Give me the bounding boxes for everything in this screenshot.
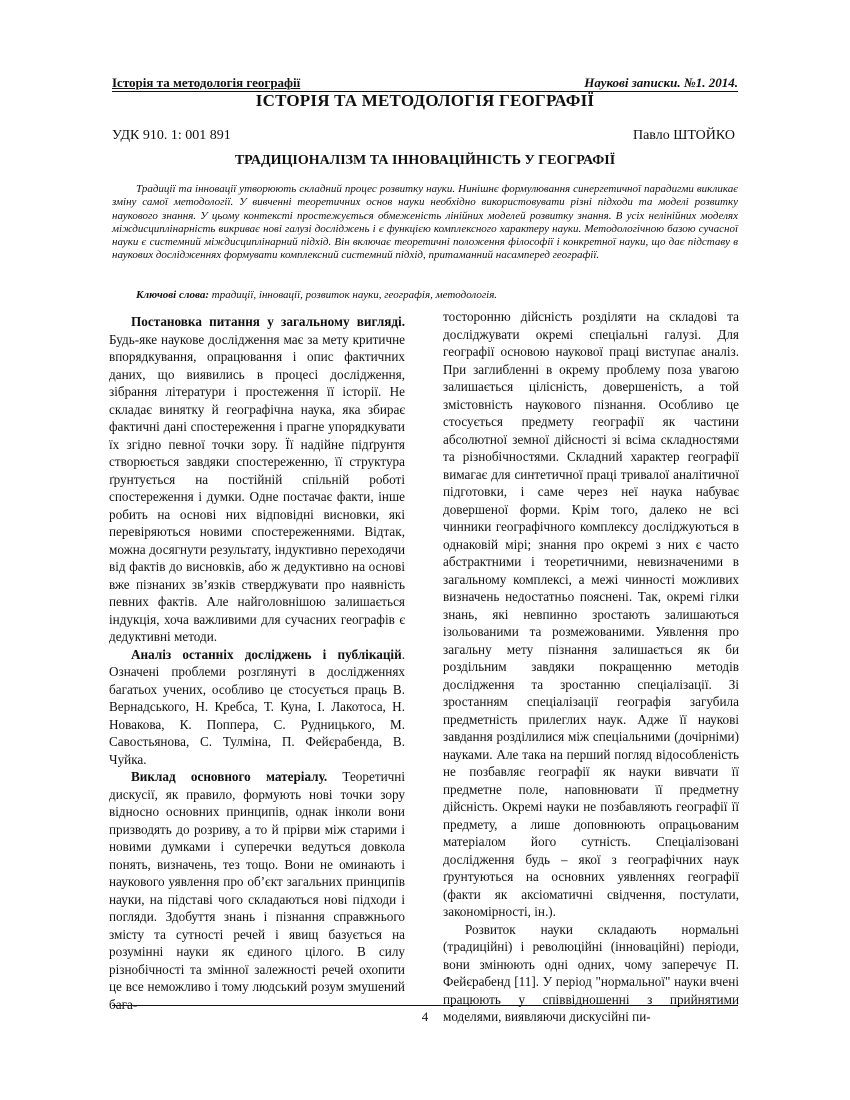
keywords-text: традиції, інновації, розвиток науки, географія, методологія. xyxy=(209,289,498,301)
paragraph-heading: Виклад основного матеріалу. xyxy=(131,769,328,784)
journal-issue-label: Наукові записки. №1. 2014. xyxy=(584,75,738,90)
footer-rule xyxy=(112,1005,738,1006)
keywords-label: Ключові слова: xyxy=(136,289,210,301)
paragraph-heading: Постановка питання у загальному вигляді. xyxy=(131,314,405,329)
paragraph-literature-review xyxy=(109,646,405,769)
page-number: 4 xyxy=(421,1009,429,1024)
paragraph-science-development: Розвиток науки складають нормальні (традиційні) і революційні (інноваційні) періоди, вони змінюють одні одних, чому заперечує П. Фейєрабенд [11]. У період "нормальної" науки вчені працюють у співвідношенні з прийнятими моделями, виявляючи дискусійні пи- xyxy=(443,921,739,1024)
paragraph-problem-statement xyxy=(109,313,405,646)
left-column xyxy=(109,313,405,1013)
udk-code: УДК 910. 1: 001 891 xyxy=(112,128,231,143)
paragraph-continuation: тосторонню дійсність розділяти на складові та досліджувати окремі спеціальні галузі. Для географії основою наукової праці виступає аналіз. При заглибленні в окрему проблему поза увагою залишається цілісність, довершеність, а той змістовність наукового пізнання. Особливо це стосується предмету географії як частини абсолютної земної дійсності зі всіма складностями та різнобічностями. Складний характер географії вимагає для синтетичної праці тривалої аналітичної підготовки, і саме через неї наука набуває довершеної форми. Крім того, далеко не всі чинники географічного комплексу досліджуються в однаковій мірі; знання про окремі з них є часто абстрактними і теоретичними, невизначеними в загальному комплексі, а межі чинності можливих визначень недостатньо пояснені. Так, окремі гілки знань, які невпинно зростають залишаються ізольованими та розмежованими. Уявлення про загальну мету пізнання залишається як би роздільним завдяки покращенню методів дослідження та зростанню спеціалізації. Зі зростанням спеціалізації географія загубила предметність прилеглих наук. Адже її наукові завдання розділилися між спеціальними (дочірніми) науками. Але така на перший погляд відособленість не позбавляє географії як науки вивчати її предметне поле, наповнювати її предметну дійсність. Окремі науки не позбавляють географії її предмету, а лише доповнюють опрацьованим матеріалом його сутність. Спеціалізовані дослідження будь – якої з географічних наук ґрунтуються на основних уявленнях географії (факти як аксіоматичні свідчення, постулати, закономірності, ін.). xyxy=(443,309,739,919)
paragraph-text: Теоретичні дискусії, як правило, формують нові точки зору відносно основних принципів, однак інколи вони призводять до розриву, а то й прірви між старими і новими думками і суперечки ведуться довкола понять, визначень, тез тощо. Вони не оминають і наукового уявлення про об’єкт загальних принципів науки, на підставі чого складаються нові підходи і погляди. Здобуття знань і пізнання справжнього змісту та сутності речей і явищ базується на розумінні науки як єдиного цілого. В силу різнобічності та змінної залежності речей охопити це все неможливо і тому людський розум змушений бага- xyxy=(109,769,406,1012)
right-column xyxy=(443,308,739,1026)
paragraph-text: . Означені проблеми розглянуті в дослідженнях багатьох учених, особливо це стосується праць В. Вернадського, Н. Кребса, Т. Куна, І. Лакотоса, Н. Новакова, К. Поппера, С. Рудницького, М. Савостьянова, С. Тулміна, П. Фейєрабенда, В. Чуйка. xyxy=(109,646,405,767)
running-header xyxy=(112,75,738,92)
section-title: ІСТОРІЯ ТА МЕТОДОЛОГІЯ ГЕОГРАФІЇ xyxy=(255,91,595,110)
journal-section-label: Історія та методологія географії xyxy=(112,75,301,90)
article-title: ТРАДИЦІОНАЛІЗМ ТА ІННОВАЦІЙНІСТЬ У ГЕОГРАФІЇ xyxy=(234,153,616,168)
paragraph-main-material xyxy=(109,768,405,1013)
author-name: Павло ШТОЙКО xyxy=(632,128,735,143)
paragraph-heading: Аналіз останніх досліджень і публікацій xyxy=(131,646,402,662)
keywords xyxy=(112,289,738,302)
paragraph-text: Будь-яке наукове дослідження має за мету критичне впорядкування, опрацювання і опис фактичних даних, що виявились в процесі дослідження, зібрання літератури і простеження її історії. Не складає винятку й географічна наука, яка збирає фактичні дані спостереження і прагне упорядкувати їх згідно певної точки зору. Її надійне підґрунтя створюється завдяки спостереженню, її структура ґрунтується на постійній спільній роботі спостереження і думки. Одне постачає факти, інше робить на основі них відповідні висновки, які перевіряються новими спостереженнями. Відтак, можна досягнути результату, індуктивно переходячи від фактів до висновків, або ж дедуктивно на основі вже пізнаних зв’язків стверджувати про наявність певних фактів. Але найголовнішою залишається індукція, хоча важливими для сучасних географів є дедуктивні методи. xyxy=(109,331,405,644)
abstract: Традиції та інновації утворюють складний процес розвитку науки. Нинішнє формулювання синергетичної парадигми викликає зміну самої методології. У вивченні теоретичних основ науки необхідно використовувати різні підходи та моделі розвитку наукового знання. У цьому контексті простежується обмеженість лінійних моделей розвитку знання. В усіх нелінійних моделях міждисциплінарність викриває нові галузі досліджень і є функцією комплексного характеру науки. Методологічною базою сучасної науки є системний міждисциплінарний підхід. Він включає теоретичні положення філософії і конкретної науки, що дає підставу в наукових дослідженнях формувати комплексний системний підхід, притаманний насамперед географії. xyxy=(112,183,738,262)
